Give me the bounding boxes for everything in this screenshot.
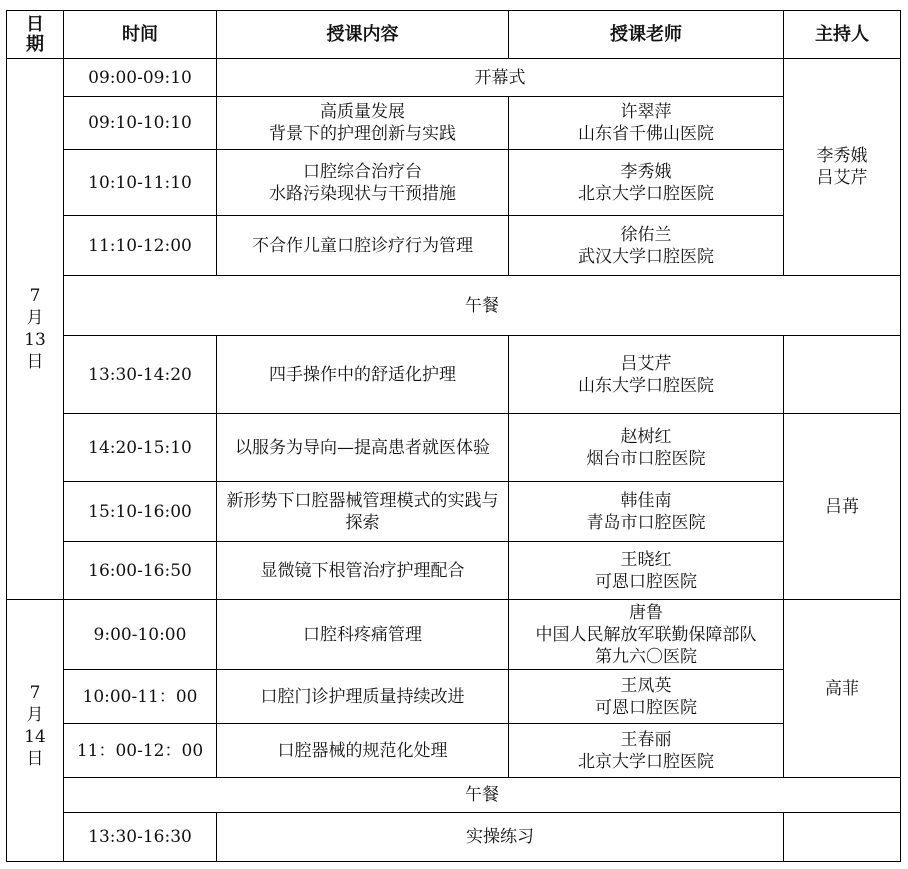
time-cell: 09:00-09:10 [64, 59, 217, 97]
content-cell: 不合作儿童口腔诊疗行为管理 [217, 216, 509, 276]
table-row [7, 813, 901, 862]
header-time: 时间 [64, 11, 217, 59]
teacher-cell: 王凤英 可恩口腔医院 [509, 670, 784, 724]
content-cell: 口腔门诊护理质量持续改进 [217, 670, 509, 724]
lunch-cell-day1: 午餐 [64, 276, 901, 336]
lunch-cell-day2: 午餐 [64, 778, 901, 813]
time-cell: 10:00-11：00 [64, 670, 217, 724]
table-row [7, 600, 901, 670]
time-cell: 09:10-10:10 [64, 97, 217, 150]
table-row [7, 59, 901, 97]
content-cell: 高质量发展 背景下的护理创新与实践 [217, 97, 509, 150]
table-row [7, 216, 901, 276]
teacher-cell: 王晓红 可恩口腔医院 [509, 542, 784, 600]
host-cell-day2: 高菲 [784, 600, 901, 778]
time-cell: 11:10-12:00 [64, 216, 217, 276]
teacher-cell: 赵树红 烟台市口腔医院 [509, 414, 784, 482]
time-cell: 10:10-11:10 [64, 150, 217, 216]
host-cell-empty [784, 813, 901, 862]
teacher-cell: 王春丽 北京大学口腔医院 [509, 724, 784, 778]
time-cell: 13:30-16:30 [64, 813, 217, 862]
time-cell: 9:00-10:00 [64, 600, 217, 670]
teacher-cell: 李秀娥 北京大学口腔医院 [509, 150, 784, 216]
header-row [7, 11, 901, 59]
content-cell: 口腔器械的规范化处理 [217, 724, 509, 778]
table-row [7, 336, 901, 414]
table-row [7, 414, 901, 482]
header-content: 授课内容 [217, 11, 509, 59]
teacher-cell: 许翠萍 山东省千佛山医院 [509, 97, 784, 150]
time-cell: 14:20-15:10 [64, 414, 217, 482]
content-cell: 四手操作中的舒适化护理 [217, 336, 509, 414]
header-date: 日 期 [7, 11, 64, 59]
time-cell: 11：00-12：00 [64, 724, 217, 778]
content-cell: 新形势下口腔器械管理模式的实践与探索 [217, 482, 509, 542]
content-cell: 口腔综合治疗台 水路污染现状与干预措施 [217, 150, 509, 216]
date-cell-day2: 7 月 14 日 [7, 600, 64, 862]
time-cell: 16:00-16:50 [64, 542, 217, 600]
table-row [7, 778, 901, 813]
teacher-cell: 韩佳南 青岛市口腔医院 [509, 482, 784, 542]
table-row [7, 670, 901, 724]
practice-cell: 实操练习 [217, 813, 784, 862]
header-teacher: 授课老师 [509, 11, 784, 59]
table-row [7, 542, 901, 600]
content-cell: 显微镜下根管治疗护理配合 [217, 542, 509, 600]
table-row [7, 97, 901, 150]
opening-cell: 开幕式 [217, 59, 784, 97]
header-host: 主持人 [784, 11, 901, 59]
schedule-table [6, 10, 901, 862]
date-cell-day1: 7 月 13 日 [7, 59, 64, 600]
teacher-cell: 吕艾芹 山东大学口腔医院 [509, 336, 784, 414]
teacher-cell: 徐佑兰 武汉大学口腔医院 [509, 216, 784, 276]
time-cell: 13:30-14:20 [64, 336, 217, 414]
content-cell: 以服务为导向—提高患者就医体验 [217, 414, 509, 482]
time-cell: 15:10-16:00 [64, 482, 217, 542]
host-cell-day1-afternoon: 吕苒 [784, 414, 901, 600]
host-cell-empty [784, 336, 901, 414]
table-row [7, 150, 901, 216]
content-cell: 口腔科疼痛管理 [217, 600, 509, 670]
teacher-cell: 唐鲁 中国人民解放军联勤保障部队 第九六〇医院 [509, 600, 784, 670]
table-row [7, 724, 901, 778]
table-row [7, 276, 901, 336]
host-cell-day1-morning: 李秀娥 吕艾芹 [784, 59, 901, 276]
table-row [7, 482, 901, 542]
